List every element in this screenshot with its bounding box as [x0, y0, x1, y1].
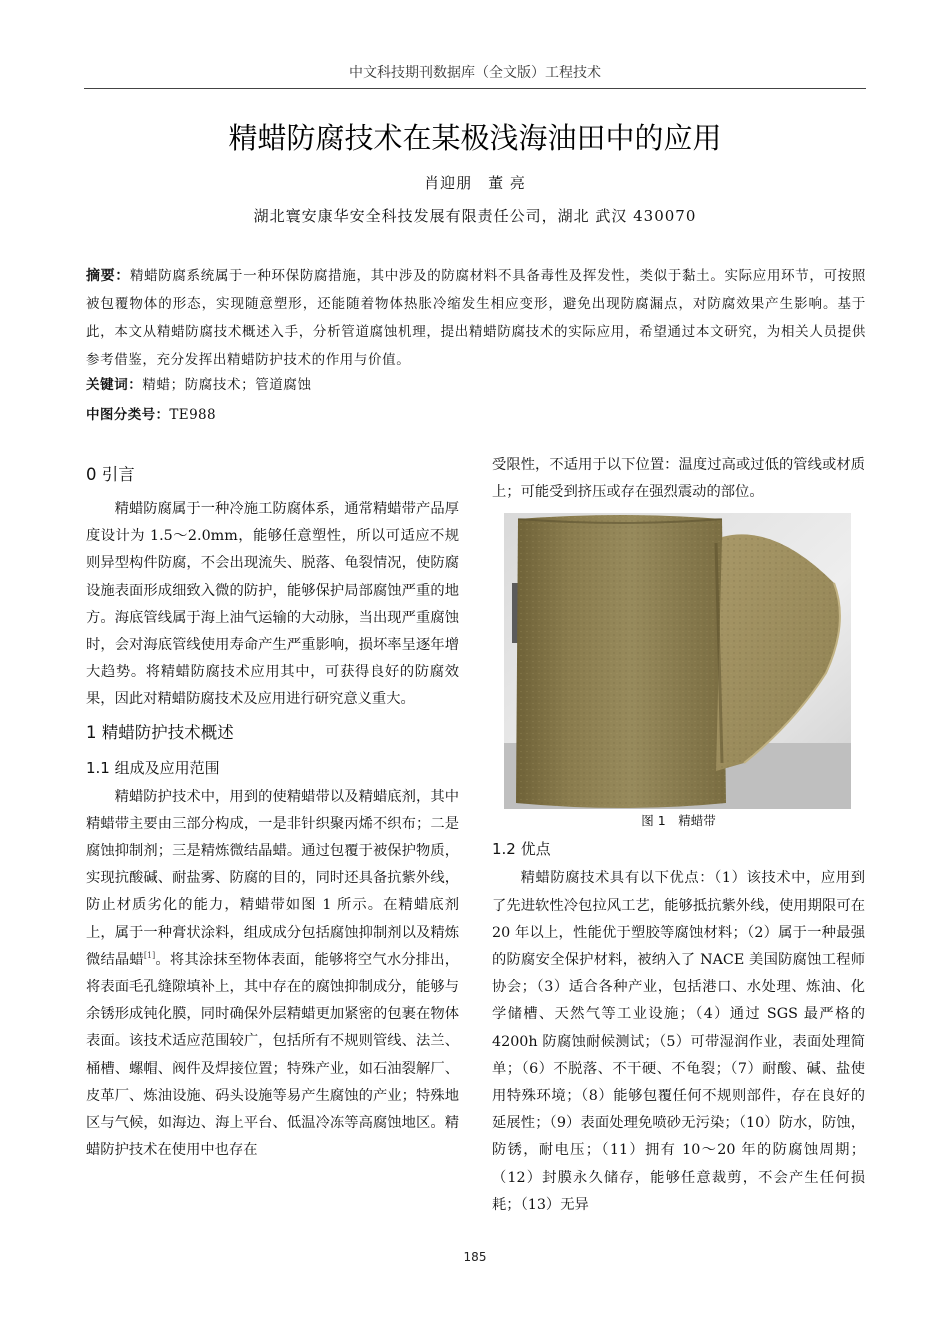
abstract-label: 摘要：	[86, 268, 130, 284]
section-heading-1-1: 1.1 组成及应用范围	[86, 758, 220, 777]
figure-wax-tape-photo	[504, 513, 851, 809]
abstract	[86, 262, 866, 374]
section-1-2-paragraph: 精蜡防腐技术具有以下优点：（1）该技术中，应用到了先进软性冷包拉风工艺，能够抵抗紫外线，使用期限可在 20 年以上，性能优于塑胶等腐蚀材料；（2）属于一种最强的防腐安全保护材料，被纳入了 NACE 美国防腐蚀工程师协会；（3）适合各种产业，包括港口、水处理、炼油、化学储槽、天然气等工业设施；（4）通过 SGS 最严格的 4200h 防腐蚀耐候测试；（5）可带湿润作业，表面处理简单；（6）不脱落、不干硬、不龟裂；（7）耐酸、碱、盐使用特殊环境；（8）能够包覆任何不规则部件，存在良好的延展性；（9）表面处理免喷砂无污染；（10）防水，防蚀，防锈，耐电压；（11）拥有 10～20 年的防腐蚀周期；（12）封膜永久储存，能够任意裁剪，不会产生任何损耗；（13）无异	[492, 870, 865, 1213]
authors: 肖迎朋 董 亮	[424, 174, 526, 192]
article-title: 精蜡防腐技术在某极浅海油田中的应用	[228, 121, 722, 155]
keywords-text: 精蜡；防腐技术；管道腐蚀	[142, 377, 312, 393]
section-heading-intro: 0 引言	[86, 465, 135, 484]
section-1-1-paragraph	[86, 784, 459, 1165]
intro-paragraph: 精蜡防腐属于一种冷施工防腐体系，通常精蜡带产品厚度设计为 1.5～2.0mm，能够任意塑性，所以可适应不规则异型构件防腐，不会出现流失、脱落、龟裂情况，使防腐设施表面形成细致入微的防护，能够保护局部腐蚀严重的地方。海底管线属于海上油气运输的大动脉，当出现严重腐蚀时，会对海底管线使用寿命产生严重影响，损坏率呈逐年增大趋势。将精蜡防腐技术应用其中，可获得良好的防腐效果，因此对精蜡防腐技术及应用进行研究意义重大。	[86, 501, 459, 708]
classification-code: TE988	[169, 407, 217, 423]
abstract-text: 精蜡防腐系统属于一种环保防腐措施，其中涉及的防腐材料不具备毒性及挥发性，类似于黏土。实际应用环节，可按照被包覆物体的形态，实现随意塑形，还能随着物体热胀冷缩发生相应变形，避免出现防腐漏点，对防腐效果产生影响。基于此，本文从精蜡防腐技术概述入手，分析管道腐蚀机理，提出精蜡防腐技术的实际应用，希望通过本文研究，为相关人员提供参考借鉴，充分发挥出精蜡防护技术的作用与价值。	[86, 268, 866, 368]
left-column	[86, 456, 459, 1164]
wax-tape-illustration	[504, 513, 851, 809]
section-heading-1: 1 精蜡防护技术概述	[86, 722, 234, 742]
keywords	[86, 373, 312, 393]
keywords-label: 关键词：	[86, 377, 143, 393]
classification	[86, 403, 216, 423]
page-number: 185	[463, 1250, 487, 1264]
right-column	[492, 452, 865, 1219]
section-1-1-text-b: 。将其涂抹至物体表面，能够将空气水分排出，将表面毛孔缝隙填补上，其中存在的腐蚀抑制成分，能够与余锈形成钝化膜，同时确保外层精蜡更加紧密的包裹在物体表面。该技术适应范围较广，包括所有不规则管线、法兰、桶槽、螺帽、阀件及焊接位置；特殊产业，如石油裂解厂、皮革厂、炼油设施、码头设施等易产生腐蚀的产业；特殊地区与气候，如海边、海上平台、低温冷冻等高腐蚀地区。精蜡防护技术在使用中也存在	[86, 951, 460, 1159]
section-1-1-continued: 受限性，不适用于以下位置：温度过高或过低的管线或材质上；可能受到挤压或存在强烈震动的部位。	[492, 457, 865, 501]
tape-roll-texture	[516, 515, 726, 808]
figure-caption: 图 1 精蜡带	[641, 813, 716, 829]
citation-ref[interactable]: [1]	[143, 951, 156, 961]
classification-label: 中图分类号：	[86, 407, 170, 423]
running-header: 中文科技期刊数据库（全文版）工程技术	[84, 62, 866, 89]
section-1-1-text-a: 精蜡防护技术中，用到的使精蜡带以及精蜡底剂，其中精蜡带主要由三部分构成，一是非针织聚丙烯不织布；二是腐蚀抑制剂；三是精炼微结晶蜡。通过包覆于被保护物质，实现抗酸碱、耐盐雾、防腐的目的，同时还具备抗紫外线，防止材质劣化的能力，精蜡带如图 1 所示。在精蜡底剂上，属于一种膏状涂料，组成成分包括腐蚀抑制剂以及精炼微结晶蜡	[86, 788, 459, 968]
affiliation: 湖北寰安康华安全科技发展有限责任公司，湖北 武汉 430070	[253, 207, 697, 225]
section-heading-1-2: 1.2 优点	[492, 840, 551, 859]
